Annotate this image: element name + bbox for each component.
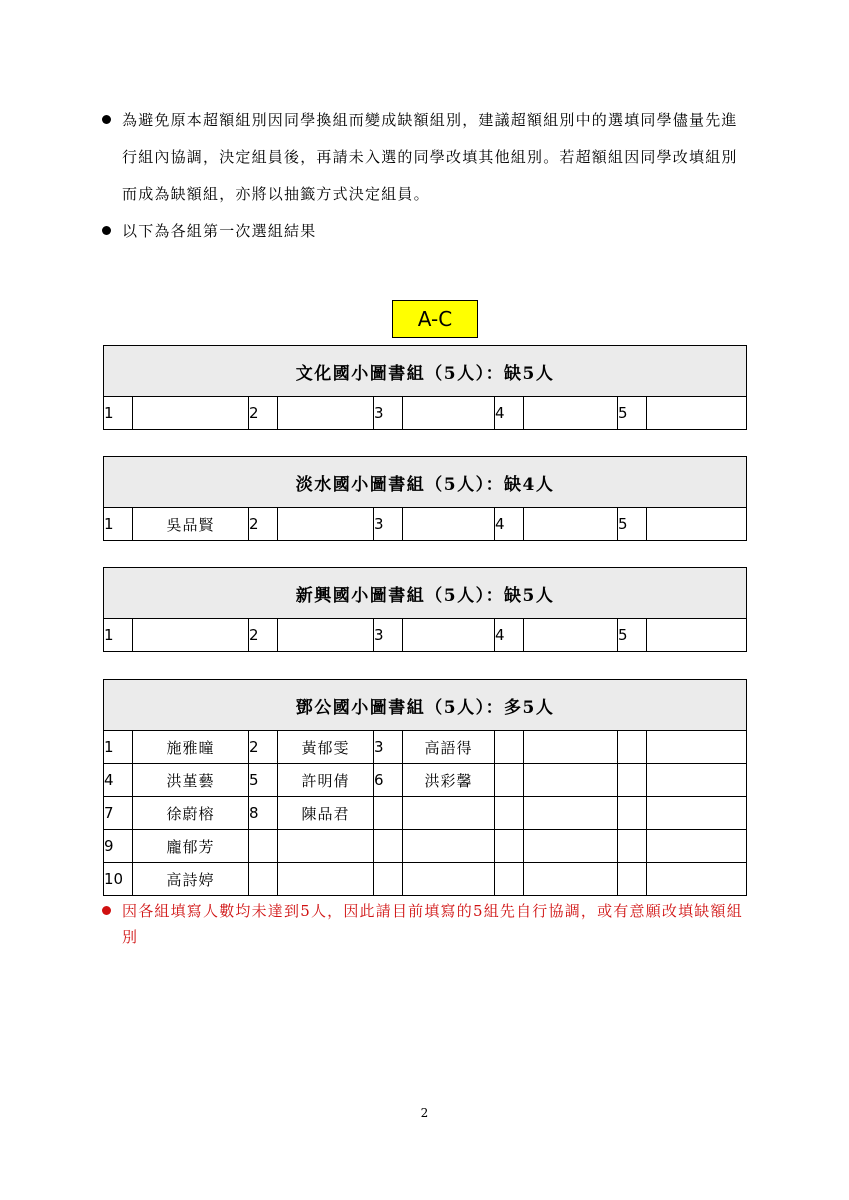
member-name xyxy=(647,619,747,652)
table-row xyxy=(104,731,747,764)
section-tag: A-C xyxy=(392,300,478,338)
slot-number xyxy=(495,797,524,830)
member-name xyxy=(647,764,747,797)
member-name xyxy=(647,397,747,430)
table-row xyxy=(104,508,747,541)
slot-number xyxy=(618,764,647,797)
member-name xyxy=(278,830,374,863)
slot-number: 2 xyxy=(249,731,278,764)
intro-bullets xyxy=(102,102,752,250)
group-table xyxy=(103,456,747,541)
slot-number: 5 xyxy=(618,508,647,541)
slot-number: 1 xyxy=(104,508,133,541)
slot-number: 4 xyxy=(495,619,524,652)
group-table xyxy=(103,345,747,430)
group-table xyxy=(103,567,747,652)
member-name xyxy=(524,731,618,764)
slot-number xyxy=(618,731,647,764)
member-name: 洪堇藝 xyxy=(133,764,249,797)
member-name xyxy=(524,508,618,541)
slot-number: 3 xyxy=(374,731,403,764)
slot-number: 3 xyxy=(374,619,403,652)
slot-number: 2 xyxy=(249,508,278,541)
table-row xyxy=(104,830,747,863)
slot-number: 9 xyxy=(104,830,133,863)
member-name xyxy=(524,863,618,896)
member-name xyxy=(403,397,495,430)
bullet-dot-icon xyxy=(102,115,111,124)
bullet-item xyxy=(102,102,752,213)
member-name xyxy=(403,863,495,896)
slot-number xyxy=(374,797,403,830)
slot-number xyxy=(495,764,524,797)
slot-number: 5 xyxy=(249,764,278,797)
bullet-dot-icon xyxy=(102,226,111,235)
note-item xyxy=(102,898,752,950)
member-name: 高語得 xyxy=(403,731,495,764)
bullet-item xyxy=(102,213,752,250)
group-title: 文化國小圖書組（5人）：缺5人 xyxy=(104,346,747,397)
member-name xyxy=(403,797,495,830)
member-name: 高詩婷 xyxy=(133,863,249,896)
slot-number xyxy=(495,830,524,863)
member-name xyxy=(647,731,747,764)
slot-number: 3 xyxy=(374,508,403,541)
slot-number xyxy=(618,863,647,896)
member-name xyxy=(403,619,495,652)
member-name xyxy=(133,397,249,430)
table-row xyxy=(104,397,747,430)
slot-number xyxy=(249,863,278,896)
member-name xyxy=(278,619,374,652)
slot-number: 5 xyxy=(618,397,647,430)
note-text: 因各組填寫人數均未達到5人，因此請目前填寫的5組先自行協調，或有意願改填缺額組別 xyxy=(122,902,743,946)
slot-number xyxy=(374,830,403,863)
member-name: 吳品賢 xyxy=(133,508,249,541)
member-name xyxy=(524,830,618,863)
slot-number xyxy=(249,830,278,863)
table-row xyxy=(104,797,747,830)
bullet-text: 以下為各組第一次選組結果 xyxy=(122,222,317,240)
slot-number: 3 xyxy=(374,397,403,430)
page-number: 2 xyxy=(420,1106,429,1120)
slot-number xyxy=(618,830,647,863)
slot-number xyxy=(495,863,524,896)
member-name xyxy=(524,619,618,652)
note-block xyxy=(102,898,752,950)
member-name xyxy=(647,797,747,830)
slot-number: 4 xyxy=(495,508,524,541)
member-name: 陳品君 xyxy=(278,797,374,830)
slot-number: 1 xyxy=(104,619,133,652)
slot-number xyxy=(495,731,524,764)
member-name: 施雅曈 xyxy=(133,731,249,764)
slot-number: 4 xyxy=(104,764,133,797)
bullet-text: 為避免原本超額組別因同學換組而變成缺額組別，建議超額組別中的選填同學儘量先進行組內協調，決定組員後，再請未入選的同學改填其他組別。若超額組因同學改填組別而成為缺額組，亦將以抽籤方式決定組員。 xyxy=(122,111,738,203)
group-title: 新興國小圖書組（5人）：缺5人 xyxy=(104,568,747,619)
member-name: 龐郁芳 xyxy=(133,830,249,863)
member-name xyxy=(278,397,374,430)
table-row xyxy=(104,764,747,797)
slot-number: 10 xyxy=(104,863,133,896)
member-name xyxy=(403,508,495,541)
table-row xyxy=(104,863,747,896)
member-name xyxy=(403,830,495,863)
member-name xyxy=(647,863,747,896)
group-table xyxy=(103,679,747,896)
member-name xyxy=(278,508,374,541)
table-row xyxy=(104,619,747,652)
member-name xyxy=(524,764,618,797)
bullet-dot-icon xyxy=(102,906,111,915)
slot-number xyxy=(618,797,647,830)
slot-number: 7 xyxy=(104,797,133,830)
member-name: 徐蔚榕 xyxy=(133,797,249,830)
group-title: 鄧公國小圖書組（5人）：多5人 xyxy=(104,680,747,731)
slot-number: 6 xyxy=(374,764,403,797)
member-name: 許明倩 xyxy=(278,764,374,797)
slot-number: 5 xyxy=(618,619,647,652)
member-name xyxy=(524,797,618,830)
slot-number: 1 xyxy=(104,397,133,430)
member-name: 黃郁雯 xyxy=(278,731,374,764)
member-name xyxy=(133,619,249,652)
slot-number: 2 xyxy=(249,619,278,652)
member-name: 洪彩馨 xyxy=(403,764,495,797)
member-name xyxy=(647,830,747,863)
member-name xyxy=(647,508,747,541)
member-name xyxy=(278,863,374,896)
slot-number xyxy=(374,863,403,896)
slot-number: 8 xyxy=(249,797,278,830)
member-name xyxy=(524,397,618,430)
slot-number: 2 xyxy=(249,397,278,430)
slot-number: 1 xyxy=(104,731,133,764)
slot-number: 4 xyxy=(495,397,524,430)
group-title: 淡水國小圖書組（5人）：缺4人 xyxy=(104,457,747,508)
